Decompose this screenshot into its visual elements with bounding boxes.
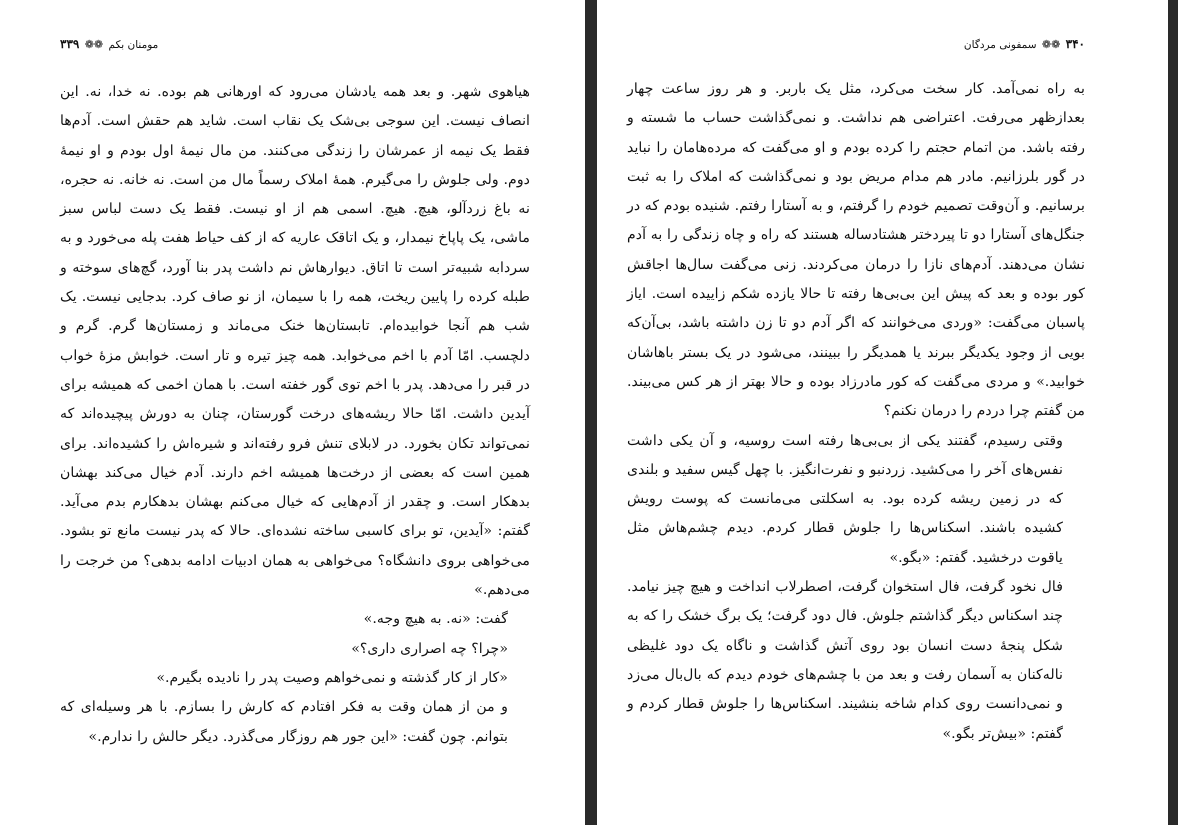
paragraph: به راه نمی‌آمد. کار سخت می‌کرد، مثل یک باربر. و هر روز ساعت چهار بعدازظهر می‌رفت. اعتراضی هم نداشت. و نمی‌گذاشت حساب ما شسته و رفته باشد. من اتمام حجتم را کرده بودم و او می‌گفت که مرده‌هامان را نباید در گور بلرزانیم. مادر هم مدام مریض بود و نمی‌گذاشت که املاک را به ثبت برسانیم. و آن‌وقت تصمیم خودم را گرفتم، و به آستارا رفتم. شنیده بودم که در جنگل‌های آستارا دو تا پیردختر هشتادساله هستند که راه و چاه زندگی را به آدم نشان می‌دهند. آدم‌های نازا را درمان می‌کردند. زنی می‌گفت سال‌ها اجاقش کور بوده و بعد که پیش این بی‌بی‌ها رفته تا حالا یازده شکم زاییده است. ایاز پاسبان می‌گفت: «وردی می‌خوانند که اگر آدم دو تا زن داشته باشد، بی‌آن‌که بویی از وجود یکدیگر ببرند یا همدیگر را ببینند، می‌شود در یک بستر باهاشان خوابید.» و مردی می‌گفت که کور مادرزاد بوده و حالا بهتر از هر کس می‌بیند. من گفتم چرا دردم را درمان نکنم؟	[627, 81, 1085, 420]
left-header-title: مومنان بکم	[108, 39, 159, 51]
right-page	[597, 0, 1168, 825]
viewer-edge	[1168, 0, 1178, 825]
paragraph: فال نخود گرفت، فال استخوان گرفت، اصطرلاب انداخت و هیچ چیز نیامد. چند اسکناس دیگر گذاشتم جلوش. فال دود گرفت؛ یک برگ خشک را که به شکل پنجهٔ دست انسان بود روی آتش گذاشت و ناگاه یک دود غلیظی ناله‌کنان به آسمان رفت و بعد من با چشم‌های خودم دیدم که بال‌بال می‌زد و نمی‌دانست روی کدام شاخه بنشیند. اسکناس‌ها را جلوش قطار کردم و گفتم: «بیش‌تر بگو.»	[627, 579, 1063, 742]
right-page-header	[627, 37, 1085, 55]
right-page-number: ۳۴۰	[1065, 37, 1085, 51]
paragraph: و من از همان وقت به فکر افتادم که کارش را بسازم. با هر وسیله‌ای که بتوانم. چون گفت: «این جور هم روزگار می‌گذرد. دیگر حالش را ندارم.»	[60, 699, 508, 745]
ornament-icon: ❁❁	[1041, 38, 1061, 51]
paragraph: «کار از کار گذشته و نمی‌خواهم وصیت پدر را نادیده بگیرم.»	[156, 669, 508, 686]
left-page-body	[60, 78, 530, 752]
paragraph: وقتی رسیدم، گفتند یکی از بی‌بی‌ها رفته است روسیه، و آن یکی داشت نفس‌های آخر را می‌کشید. زردنبو و نفرت‌انگیز. با چهل گیس سفید و بلندی که در زمین ریشه کرده بود. به اسکلتی می‌مانست که پوست رویش کشیده باشند. اسکناس‌ها را جلوش قطار کردم. دیدم چشم‌هاش مثل یاقوت درخشید. گفتم: «بگو.»	[627, 432, 1063, 566]
right-page-body	[627, 75, 1085, 749]
right-header-title: سمفونی مردگان	[963, 39, 1037, 51]
left-page-number: ۳۳۹	[60, 37, 80, 51]
paragraph: هیاهوی شهر. و بعد همه یادشان می‌رود که اورهانی هم بوده. نه خدا، نه. این انصاف نیست. این سوجی بی‌شک یک نقاب است. شاید هم حقش است. آدم‌ها فقط یک نیمه از عمرشان را زندگی می‌کنند. من مال نیمهٔ اول بودم و او نیمهٔ دوم. ولی جلوش را می‌گیرم. همهٔ املاک رسماً مال من است. نه خانه. نه حجره، نه باغ زردآلو، هیچ. هیچ. اسمی هم از او نیست. فقط یک دست لباس سبز ماشی، یک پاپاخ نیمدار، و یک اتاقک عاریه که از کف حیاط هفت پله می‌خورد و به سردابه شبیه‌تر است تا اتاق. دیوارهاش نم داشت پدر بنا آورد، گچ‌های سوخته و طبله کرده را پایین ریخت، همه را با سیمان، از نو صاف کرد. بدجایی نیست. یک شب هم آنجا خوابیده‌ام. تابستان‌ها خنک می‌ماند و زمستان‌ها گرم. گرم و دلچسب. امّا آدم با اخم می‌خوابد. همه چیز تیره و تار است. خوابش مزهٔ خواب در قبر را می‌دهد. پدر با اخم توی گور خفته است. با همان اخمی که همیشه برای آیدین داشت. امّا حالا ریشه‌های درخت گورستان، چنان به دورش پیچیده‌اند که نمی‌تواند تکان بخورد. در لابلای تنش فرو رفته‌اند و شیره‌اش را کشیده‌اند. برای همین است که بعضی از درخت‌ها همیشه اخم دارند. آدم خیال می‌کند بهشان بدهکار است. و چقدر از آدم‌هایی که خیال می‌کنم بهشان بدهکارم بدم می‌آید. گفتم: «آیدین، تو برای کاسبی ساخته نشده‌ای. حالا که پدر نیست مانع تو بشود. می‌خواهی بروی دانشگاه؟ می‌خواهی به همان ادبیات ادامه بدهی؟ من خرجت را می‌دهم.»	[60, 84, 530, 599]
paragraph: گفت: «نه. به هیچ وجه.»	[363, 611, 508, 628]
page-gutter	[585, 0, 597, 825]
left-page	[0, 0, 585, 825]
ornament-icon: ❁❁	[84, 38, 104, 51]
left-page-header	[60, 37, 530, 55]
paragraph: «چرا؟ چه اصراری داری؟»	[351, 640, 508, 657]
